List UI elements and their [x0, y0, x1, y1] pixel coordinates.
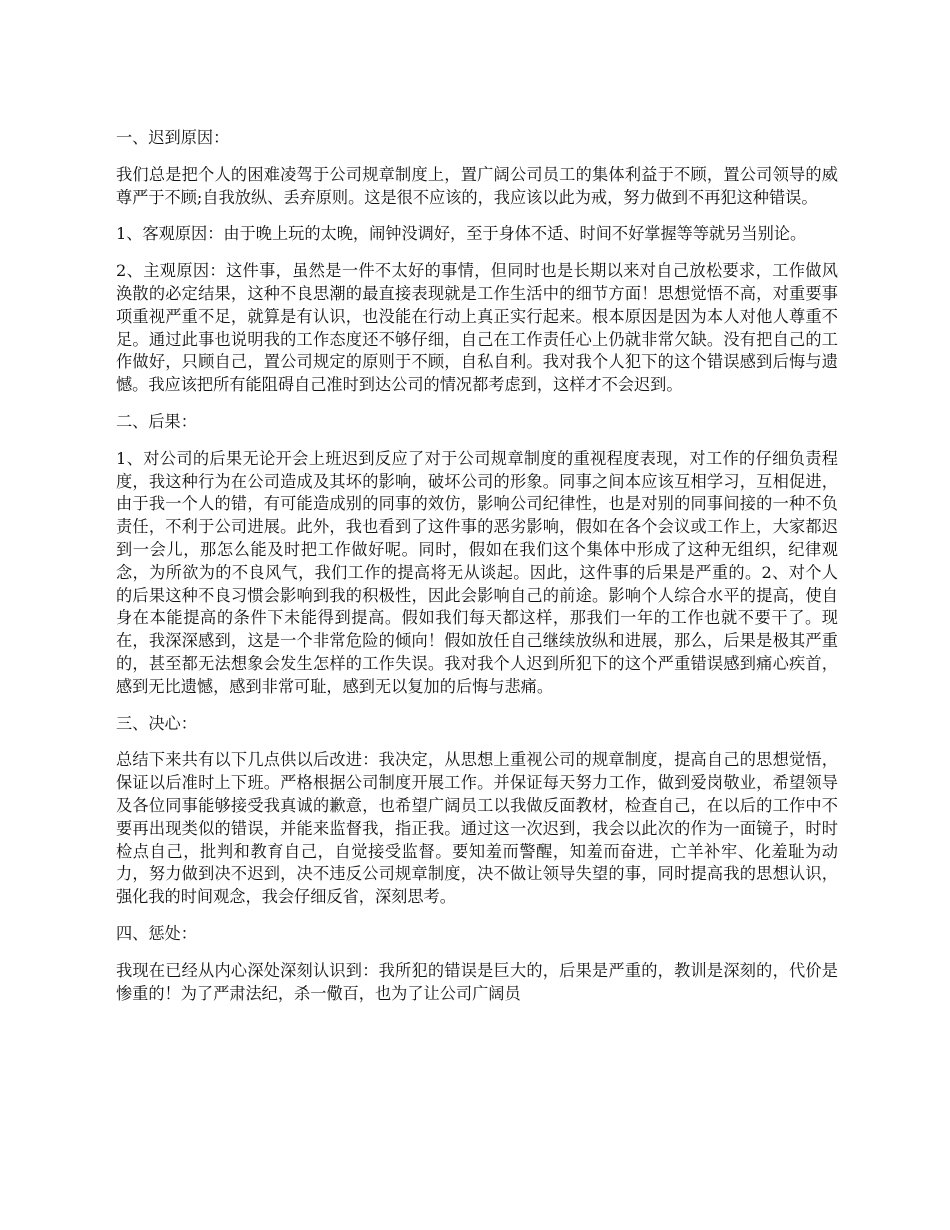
document-body — [116, 127, 838, 1019]
paragraph-objective-reason: 1、客观原因：由于晚上玩的太晚，闹钟没调好，至于身体不适、时间不好掌握等等就另当别论。 — [116, 224, 807, 244]
paragraph-subjective-reason: 2、主观原因：这件事，虽然是一件不太好的事情，但同时也是长期以来对自己放松要求，工作做风涣散的必定结果，这种不良思潮的最直接表现就是工作生活中的细节方面！思想觉悟不高，对重要事项重视严重不足，就算是有认识，也没能在行动上真正实行起来。根本原因是因为本人对他人尊重不足。通过此事也说明我的工作态度还不够仔细，自己在工作责任心上仍就非常欠缺。没有把自己的工作做好，只顾自己，置公司规定的原则于不顾，自私自利。我对我个人犯下的这个错误感到后悔与遗憾。我应该把所有能阻碍自己准时到达公司的情况都考虑到，这样才不会迟到。 — [116, 261, 838, 395]
paragraph-intro: 我们总是把个人的困难凌驾于公司规章制度上，置广阔公司员工的集体利益于不顾，置公司领导的威尊严于不顾;自我放纵、丢弃原则。这是很不应该的，我应该以此为戒，努力做到不再犯这种错误。 — [116, 164, 838, 207]
paragraph-resolution: 总结下来共有以下几点供以后改进：我决定，从思想上重视公司的规章制度，提高自己的思想觉悟，保证以后准时上下班。严格根据公司制度开展工作。并保证每天努力工作，做到爱岗敬业，希望领导及各位同事能够接受我真诚的歉意，也希望广阔员工以我做反面教材，检查自己，在以后的工作中不要再出现类似的错误，并能来监督我，指正我。通过这一次迟到，我会以此次的作为一面镜子，时时检点自己，批判和教育自己，自觉接受监督。要知羞而警醒，知羞而奋进，亡羊补牢、化羞耻为动力，努力做到决不迟到，决不违反公司规章制度，决不做让领导失望的事，同时提高我的思想认识，强化我的时间观念，我会仔细反省，深刻思考。 — [116, 750, 838, 907]
heading-punishment: 四、惩处： — [116, 923, 197, 943]
heading-reasons: 一、迟到原因： — [116, 128, 230, 147]
heading-resolution: 三、决心： — [116, 713, 197, 733]
heading-consequences: 二、后果： — [116, 411, 197, 431]
paragraph-punishment: 我现在已经从内心深处深刻认识到：我所犯的错误是巨大的，后果是严重的，教训是深刻的，代价是惨重的！为了严肃法纪，杀一儆百，也为了让公司广阔员 — [116, 960, 838, 1003]
paragraph-consequences: 1、对公司的后果无论开会上班迟到反应了对于公司规章制度的重视程度表现，对工作的仔细负责程度，我这种行为在公司造成及其坏的影响，破坏公司的形象。同事之间本应该互相学习，互相促进，由于我一个人的错，有可能造成别的同事的效仿，影响公司纪律性，也是对别的同事间接的一种不负责任，不利于公司进展。此外，我也看到了这件事的恶劣影响，假如在各个会议或工作上，大家都迟到一会儿，那怎么能及时把工作做好呢。同时，假如在我们这个集体中形成了这种无组织，纪律观念，为所欲为的不良风气，我们工作的提高将无从谈起。因此，这件事的后果是严重的。2、对个人的后果这种不良习惯会影响到我的积极性，因此会影响自己的前途。影响个人综合水平的提高，使自身在本能提高的条件下未能得到提高。假如我们每天都这样，那我们一年的工作也就不要干了。现在，我深深感到，这是一个非常危险的倾向！假如放任自己继续放纵和进展，那么，后果是极其严重的，甚至都无法想象会发生怎样的工作失误。我对我个人迟到所犯下的这个严重错误感到痛心疾首，感到无比遗憾，感到非常可耻，感到无以复加的后悔与悲痛。 — [116, 448, 838, 696]
